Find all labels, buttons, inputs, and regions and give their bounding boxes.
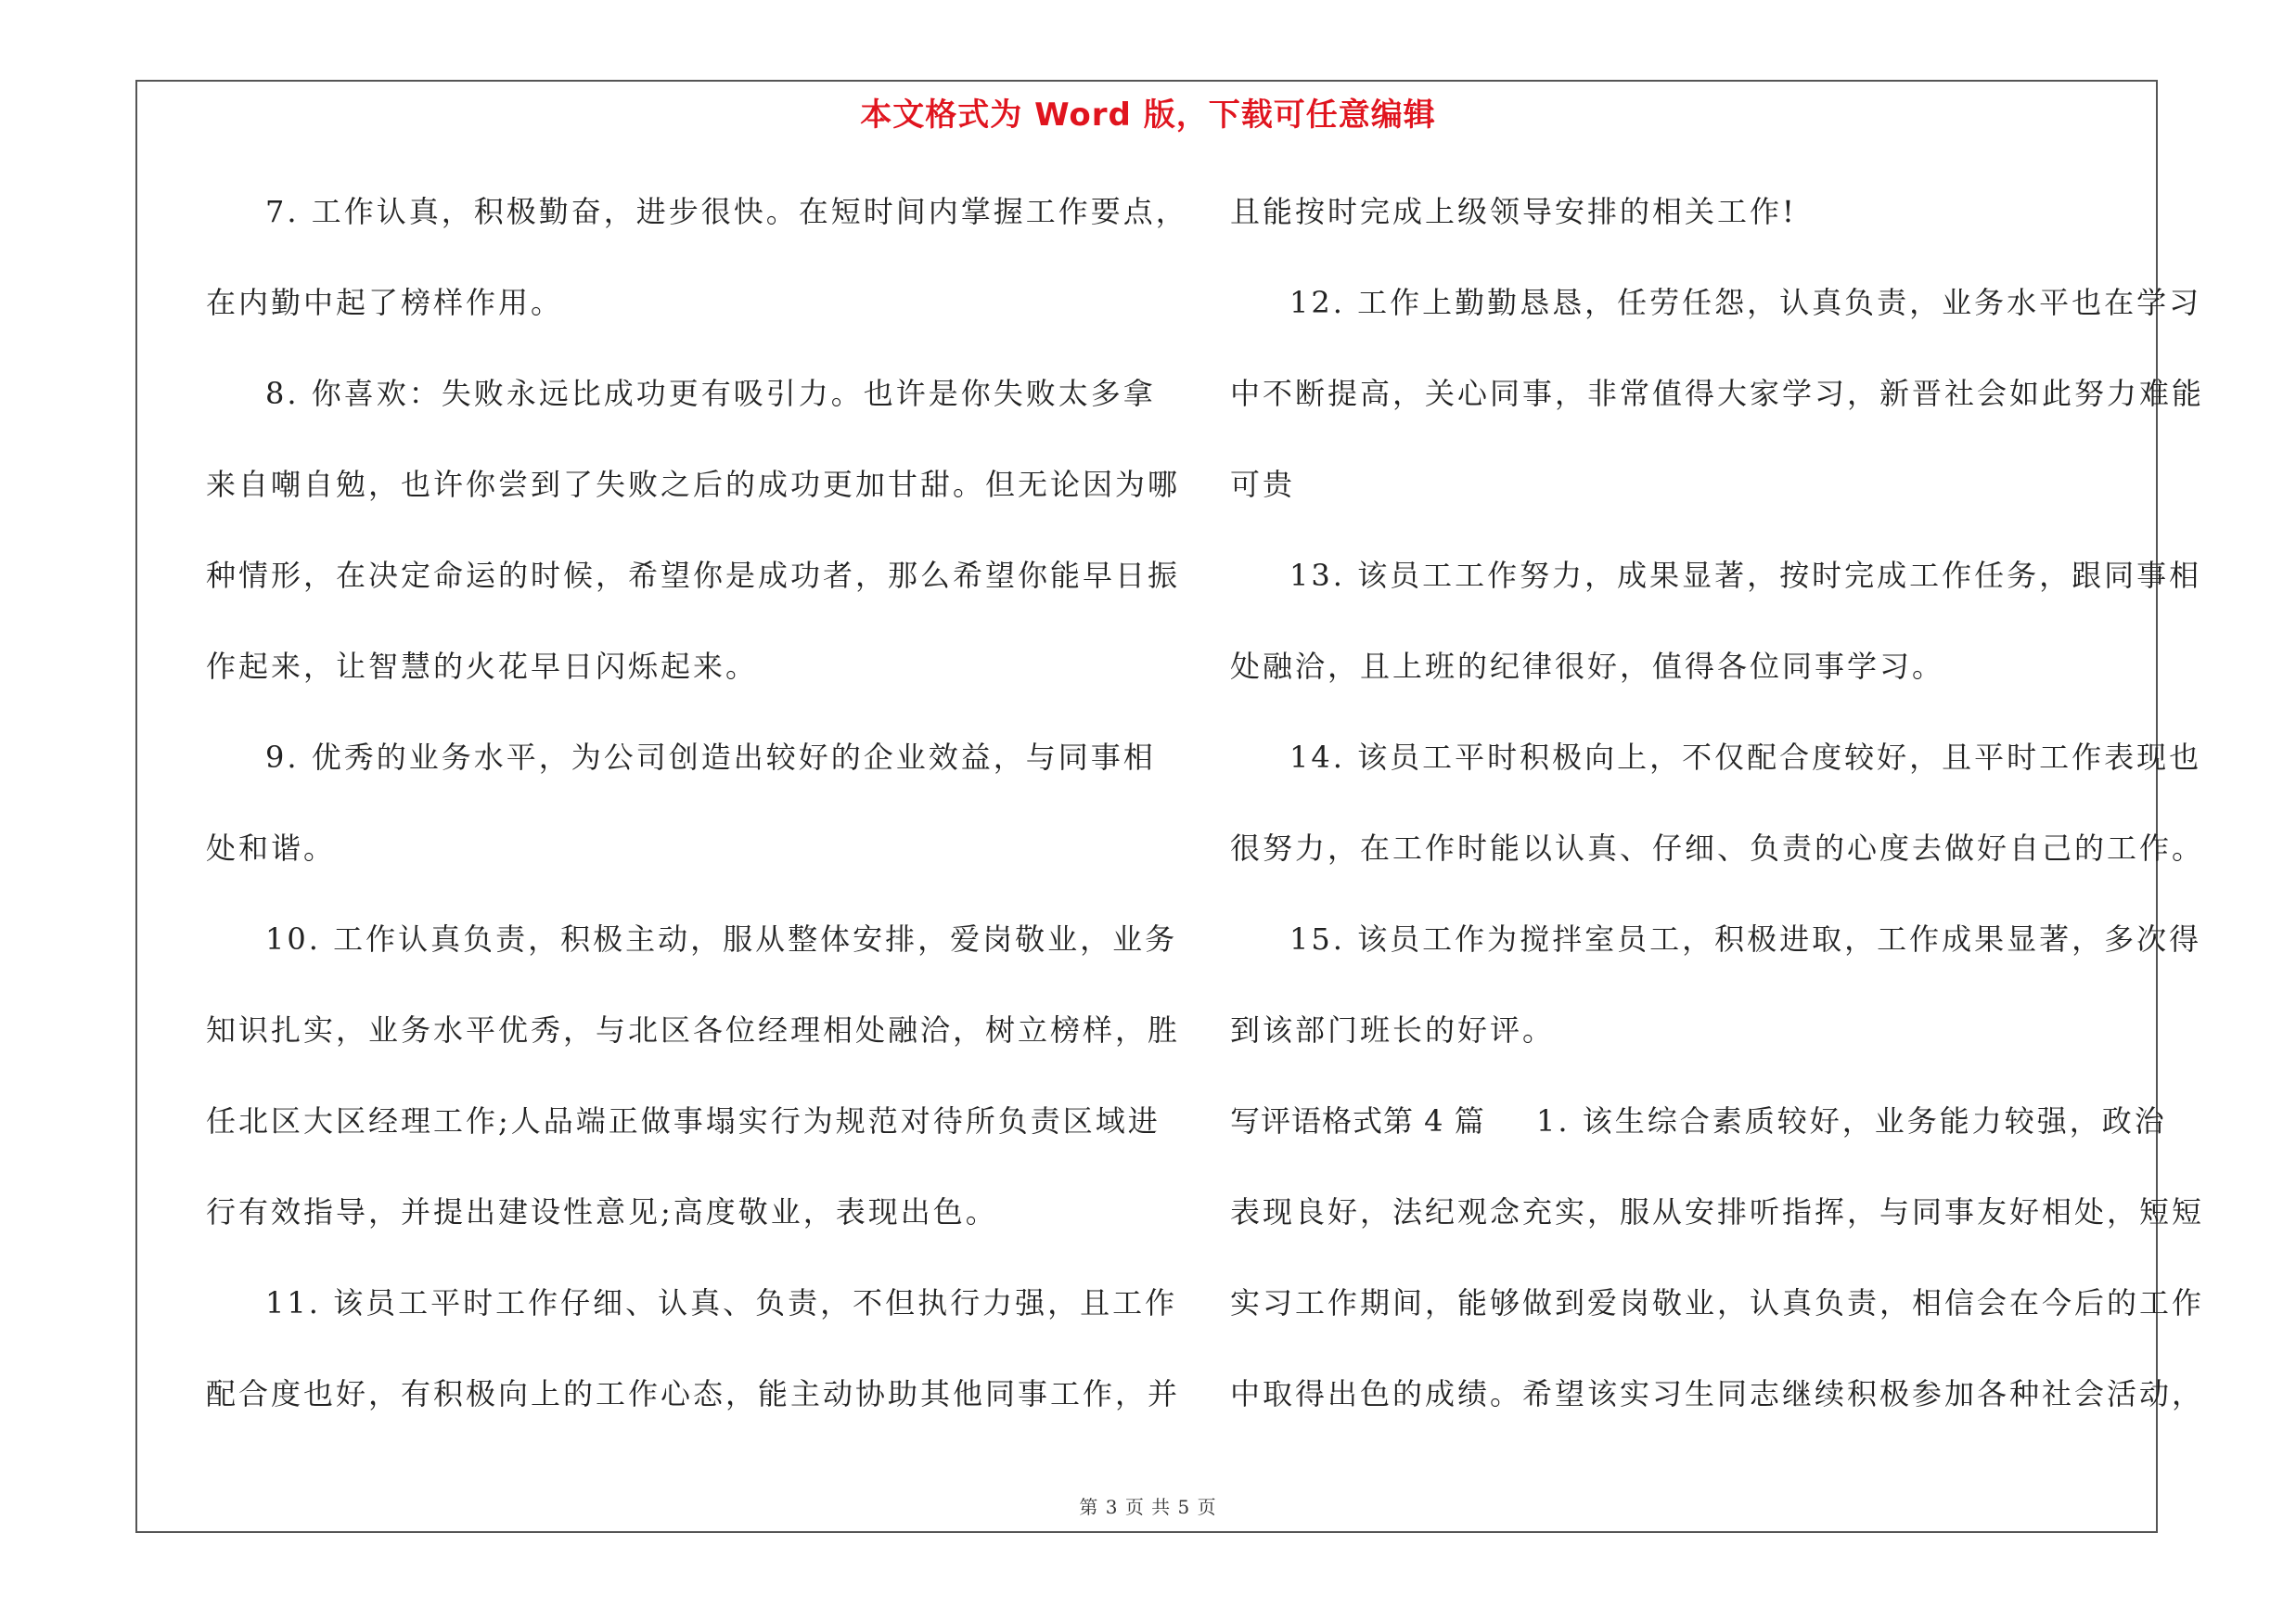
- text-line: [206, 366, 1156, 457]
- text-line: [1230, 1093, 2167, 1184]
- text-line: [1230, 547, 2202, 638]
- text-line: [206, 184, 1188, 275]
- text-line: [1230, 366, 2205, 457]
- line-text: 15. 该员工作为搅拌室员工，积极进取，工作成果显著，多次得: [1289, 921, 2202, 957]
- text-line: [1230, 820, 2205, 911]
- text-line: [206, 911, 1178, 1002]
- text-line: [1230, 638, 2167, 729]
- line-text: 9. 优秀的业务水平，为公司创造出较好的企业效益，与同事相: [265, 740, 1156, 775]
- line-text: 1. 该生综合素质较好，业务能力较强，政治: [1536, 1103, 2167, 1139]
- line-text: 7. 工作认真，积极勤奋，进步很快。在短时间内掌握工作要点，: [265, 194, 1188, 229]
- text-line: [1230, 1275, 2205, 1366]
- text-line: [206, 820, 1124, 911]
- section-heading: 写评语格式第 4 篇: [1230, 1103, 1485, 1139]
- text-line: [1230, 184, 2167, 275]
- line-text: 实习工作期间，能够做到爱岗敬业，认真负责，相信会在今后的工作: [1230, 1285, 2205, 1320]
- line-text: 很努力，在工作时能以认真、仔细、负责的心度去做好自己的工作。: [1230, 831, 2205, 866]
- text-line: [206, 547, 1181, 638]
- line-text: 知识扎实，业务水平优秀，与北区各位经理相处融洽，树立榜样，胜: [206, 1012, 1181, 1048]
- line-text: 处和谐。: [206, 831, 337, 866]
- text-line: [1230, 275, 2202, 366]
- line-text: 10. 工作认真负责，积极主动，服从整体安排，爱岗敬业，业务: [265, 921, 1178, 957]
- line-text: 配合度也好，有积极向上的工作心态，能主动协助其他同事工作，并: [206, 1376, 1181, 1411]
- line-text: 13. 该员工工作努力，成果显著，按时完成工作任务，跟同事相: [1289, 558, 2202, 593]
- text-line: [1230, 1184, 2205, 1275]
- line-text: 行有效指导，并提出建设性意见;高度敬业，表现出色。: [206, 1194, 998, 1230]
- line-text: 8. 你喜欢：失败永远比成功更有吸引力。也许是你失败太多拿: [265, 376, 1156, 411]
- text-line: [206, 638, 1124, 729]
- line-text: 且能按时完成上级领导安排的相关工作!: [1230, 194, 1797, 229]
- line-text: 可贵: [1230, 467, 1296, 502]
- text-line: [206, 275, 1124, 366]
- text-line: [1230, 457, 2167, 547]
- format-banner: 本文格式为 Word 版，下载可任意编辑: [860, 97, 1436, 134]
- text-line: [1230, 729, 2202, 820]
- text-line: [206, 1002, 1181, 1093]
- line-text: 到该部门班长的好评。: [1230, 1012, 1556, 1048]
- left-column: [206, 184, 1188, 1457]
- line-text: 处融洽，且上班的纪律很好，值得各位同事学习。: [1230, 649, 1945, 684]
- text-line: [206, 729, 1156, 820]
- line-text: 14. 该员工平时积极向上，不仅配合度较好，且平时工作表现也: [1289, 740, 2202, 775]
- line-text: 来自嘲自勉，也许你尝到了失败之后的成功更加甘甜。但无论因为哪: [206, 467, 1181, 502]
- text-line: [1230, 911, 2202, 1002]
- line-text: 在内勤中起了榜样作用。: [206, 285, 564, 320]
- text-line: [1230, 1366, 2205, 1457]
- line-text: 表现良好，法纪观念充实，服从安排听指挥，与同事友好相处，短短: [1230, 1194, 2205, 1230]
- line-text: 12. 工作上勤勤恳恳，任劳任怨，认真负责，业务水平也在学习: [1289, 285, 2202, 320]
- page-number: 第 3 页 共 5 页: [1079, 1496, 1217, 1518]
- line-text: 11. 该员工平时工作仔细、认真、负责，不但执行力强，且工作: [265, 1285, 1178, 1320]
- text-line: [206, 1184, 1124, 1275]
- right-column: [1230, 184, 2205, 1457]
- text-line: [1230, 1002, 2167, 1093]
- text-line: [206, 1366, 1181, 1457]
- line-text: 中不断提高，关心同事，非常值得大家学习，新晋社会如此努力难能: [1230, 376, 2205, 411]
- text-line: [206, 457, 1181, 547]
- text-line: [206, 1093, 1161, 1184]
- line-text: 作起来，让智慧的火花早日闪烁起来。: [206, 649, 759, 684]
- line-text: 任北区大区经理工作;人品端正做事塌实行为规范对待所负责区域进: [206, 1103, 1161, 1139]
- line-text: 中取得出色的成绩。希望该实习生同志继续积极参加各种社会活动，: [1230, 1376, 2205, 1411]
- line-text: 种情形，在决定命运的时候，希望你是成功者，那么希望你能早日振: [206, 558, 1181, 593]
- text-line: [206, 1275, 1178, 1366]
